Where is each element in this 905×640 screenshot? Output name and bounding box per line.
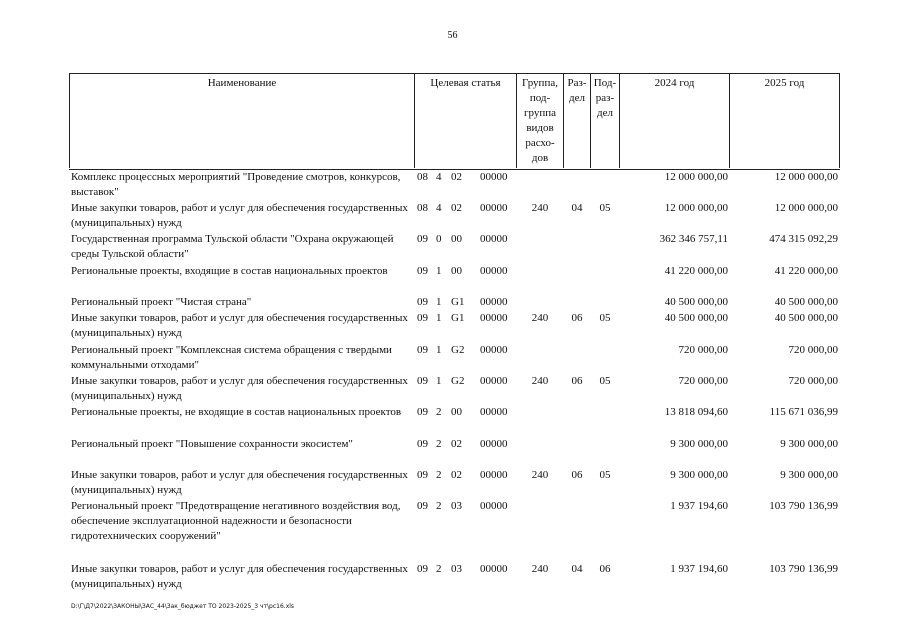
section-code: 06 <box>571 375 583 387</box>
header-2025: 2025 год <box>764 77 805 89</box>
target-code-part: 09 <box>417 438 428 450</box>
target-code-part: G1 <box>451 296 465 308</box>
expense-group: 240 <box>531 375 549 387</box>
target-code-part: G2 <box>451 375 465 387</box>
amount-2024: 41 220 000,00 <box>664 265 728 277</box>
amount-2024: 12 000 000,00 <box>664 202 728 214</box>
row-name: Иные закупки товаров, работ и услуг для обеспечения государственных (муниципальных) нужд <box>71 469 408 496</box>
subsection-code: 05 <box>599 375 611 387</box>
page-number: 56 <box>447 30 458 41</box>
target-code-part: 1 <box>436 296 442 308</box>
target-code-part: 4 <box>436 202 442 214</box>
row-name: Региональный проект "Предотвращение негативного воздействия вод, обеспечение эксплуатационной надежности и безопасности гидротехнических сооружений" <box>71 500 401 542</box>
amount-2025: 40 500 000,00 <box>774 296 838 308</box>
amount-2025: 40 500 000,00 <box>774 312 838 324</box>
target-code-part: 00000 <box>480 344 508 356</box>
target-code-part: 00 <box>451 265 462 277</box>
target-code-part: 1 <box>436 375 442 387</box>
header-section <box>564 76 590 106</box>
amount-2024: 1 937 194,60 <box>670 563 728 575</box>
amount-2025: 9 300 000,00 <box>780 438 838 450</box>
target-code-part: 2 <box>436 500 442 512</box>
header-group-line: расхо- <box>525 137 555 149</box>
target-code-part: 00000 <box>480 375 508 387</box>
target-code-part: 09 <box>417 469 428 481</box>
header-2024: 2024 год <box>654 77 695 89</box>
amount-2025: 9 300 000,00 <box>780 469 838 481</box>
target-code-part: 09 <box>417 265 428 277</box>
file-path-footer: D:\Г\Д7\2022\ЗАКОНЫ\ЗАС_44\Зак_бюджет ТО 2023-2025_3 чт\рс16.xls <box>71 603 295 610</box>
target-code-part: 02 <box>451 469 462 481</box>
target-code-part: 00000 <box>480 438 508 450</box>
target-code-part: 2 <box>436 563 442 575</box>
row-name: Комплекс процессных мероприятий "Проведение смотров, конкурсов, выставок" <box>71 171 401 198</box>
subsection-code: 05 <box>599 469 611 481</box>
row-name: Региональный проект "Комплексная система обращения с твердыми коммунальными отходами" <box>71 344 392 371</box>
amount-2024: 9 300 000,00 <box>670 438 728 450</box>
header-group-line: группа <box>523 107 557 119</box>
header-group <box>517 76 563 166</box>
target-code-part: 00 <box>451 233 462 245</box>
target-code-part: 09 <box>417 344 428 356</box>
row-name: Государственная программа Тульской области "Охрана окружающей среды Тульской области" <box>71 233 394 260</box>
target-code-part: 00000 <box>480 233 508 245</box>
row-name: Иные закупки товаров, работ и услуг для обеспечения государственных (муниципальных) нужд <box>71 312 408 339</box>
row-name: Иные закупки товаров, работ и услуг для обеспечения государственных (муниципальных) нужд <box>71 202 408 229</box>
header-target: Целевая статья <box>430 77 501 89</box>
target-code-part: 00000 <box>480 202 508 214</box>
amount-2025: 103 790 136,99 <box>769 563 838 575</box>
header-group-line: Группа, <box>522 77 558 89</box>
amount-2024: 40 500 000,00 <box>664 312 728 324</box>
header-section-line: дел <box>569 92 585 104</box>
amount-2024: 9 300 000,00 <box>670 469 728 481</box>
amount-2025: 12 000 000,00 <box>774 171 838 183</box>
subsection-code: 06 <box>599 563 611 575</box>
row-name: Иные закупки товаров, работ и услуг для обеспечения государственных (муниципальных) нужд <box>71 563 408 590</box>
target-code-part: 00000 <box>480 296 508 308</box>
amount-2025: 103 790 136,99 <box>769 500 838 512</box>
header-subsection <box>591 76 619 121</box>
expense-group: 240 <box>531 202 549 214</box>
row-name: Региональный проект "Чистая страна" <box>71 296 252 308</box>
target-code-part: 09 <box>417 233 428 245</box>
target-code-part: 00 <box>451 406 462 418</box>
amount-2024: 720 000,00 <box>678 344 728 356</box>
expense-group: 240 <box>531 469 549 481</box>
amount-2025: 720 000,00 <box>788 344 838 356</box>
target-code-part: 0 <box>436 233 442 245</box>
header-section-line: Раз- <box>567 77 587 89</box>
target-code-part: 09 <box>417 375 428 387</box>
target-code-part: 00000 <box>480 312 508 324</box>
target-code-part: 1 <box>436 344 442 356</box>
target-code-part: G1 <box>451 312 465 324</box>
target-code-part: 4 <box>436 171 442 183</box>
amount-2024: 362 346 757,11 <box>659 233 728 245</box>
row-name: Региональные проекты, не входящие в состав национальных проектов <box>71 406 402 418</box>
target-code-part: 02 <box>451 171 462 183</box>
amount-2025: 474 315 092,29 <box>769 233 838 245</box>
target-code-part: 2 <box>436 406 442 418</box>
amount-2025: 115 671 036,99 <box>769 406 838 418</box>
header-subsection-line: дел <box>597 107 613 119</box>
header-name: Наименование <box>207 77 277 89</box>
target-code-part: 2 <box>436 438 442 450</box>
amount-2024: 40 500 000,00 <box>664 296 728 308</box>
target-code-part: 00000 <box>480 265 508 277</box>
target-code-part: 02 <box>451 202 462 214</box>
target-code-part: 00000 <box>480 563 508 575</box>
amount-2025: 720 000,00 <box>788 375 838 387</box>
row-name: Региональный проект "Повышение сохранности экосистем" <box>71 438 353 450</box>
target-code-part: 00000 <box>480 406 508 418</box>
section-code: 04 <box>571 202 583 214</box>
target-code-part: G2 <box>451 344 465 356</box>
section-code: 06 <box>571 312 583 324</box>
target-code-part: 09 <box>417 312 428 324</box>
subsection-code: 05 <box>599 312 611 324</box>
target-code-part: 1 <box>436 265 442 277</box>
section-code: 04 <box>571 563 583 575</box>
amount-2024: 720 000,00 <box>678 375 728 387</box>
target-code-part: 09 <box>417 406 428 418</box>
expense-group: 240 <box>531 312 549 324</box>
section-code: 06 <box>571 469 583 481</box>
amount-2024: 12 000 000,00 <box>664 171 728 183</box>
header-subsection-line: Под- <box>593 77 617 89</box>
row-name: Региональные проекты, входящие в состав национальных проектов <box>71 265 388 277</box>
target-code-part: 09 <box>417 563 428 575</box>
target-code-part: 08 <box>417 202 428 214</box>
target-code-part: 09 <box>417 296 428 308</box>
amount-2024: 1 937 194,60 <box>670 500 728 512</box>
header-group-line: видов <box>526 122 554 134</box>
target-code-part: 00000 <box>480 500 508 512</box>
target-code-part: 1 <box>436 312 442 324</box>
target-code-part: 03 <box>451 563 462 575</box>
target-code-part: 08 <box>417 171 428 183</box>
target-code-part: 03 <box>451 500 462 512</box>
amount-2025: 41 220 000,00 <box>774 265 838 277</box>
target-code-part: 02 <box>451 438 462 450</box>
header-group-line: дов <box>531 152 549 164</box>
expense-group: 240 <box>531 563 549 575</box>
row-name: Иные закупки товаров, работ и услуг для обеспечения государственных (муниципальных) нужд <box>71 375 408 402</box>
target-code-part: 00000 <box>480 171 508 183</box>
target-code-part: 2 <box>436 469 442 481</box>
target-code-part: 09 <box>417 500 428 512</box>
target-code-part: 00000 <box>480 469 508 481</box>
header-subsection-line: раз- <box>595 92 615 104</box>
header-divider <box>839 73 840 168</box>
subsection-code: 05 <box>599 202 611 214</box>
amount-2025: 12 000 000,00 <box>774 202 838 214</box>
amount-2024: 13 818 094,60 <box>664 406 728 418</box>
header-group-line: под- <box>529 92 551 104</box>
